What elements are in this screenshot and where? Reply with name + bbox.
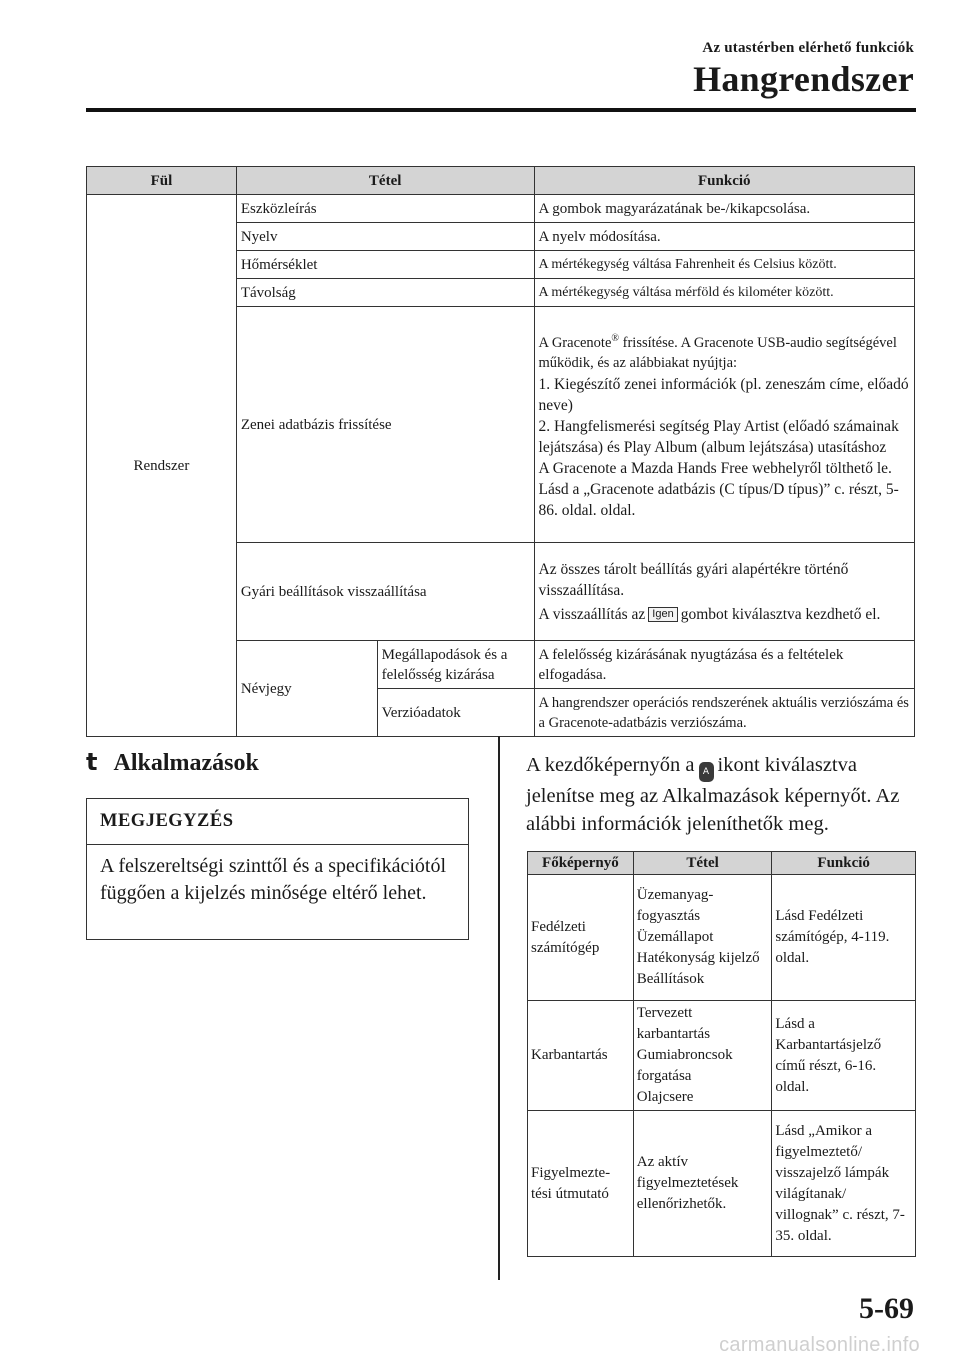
function-cell: A mértékegység váltása mérföld és kilométer között. (534, 279, 914, 307)
page-number: 5-69 (859, 1292, 914, 1325)
column-header-function: Funkció (772, 852, 916, 875)
function-cell: Lásd Fedélzeti számítógép, 4-119. oldal. (772, 875, 916, 1001)
subitem-cell: Megállapodások és a felelősség kizárása (377, 641, 534, 689)
note-body: A felszereltségi szinttől és a specifikációtól függően a kijelzés minősége eltérő lehet. (100, 855, 446, 904)
item-cell: Hőmérséklet (236, 251, 534, 279)
item-cell: Távolság (236, 279, 534, 307)
registered-mark: ® (611, 332, 620, 344)
item-cell (633, 875, 772, 1001)
item-entry: Tervezett karbantartás (636, 1005, 711, 1042)
table-header-row (528, 852, 916, 875)
intro-paragraph (526, 751, 918, 838)
table-row (87, 195, 915, 223)
function-cell (534, 543, 914, 641)
main-screen-cell: Figyelmezte-tési útmutató (528, 1111, 634, 1257)
header-divider (86, 108, 916, 112)
tab-cell-system: Rendszer (87, 195, 237, 737)
igen-button-label: Igen (648, 607, 677, 622)
function-cell: A felelősség kizárásának nyugtázása és a feltételek elfogadása. (534, 641, 914, 689)
column-header-function: Funkció (534, 167, 914, 195)
item-cell: Gyári beállítások visszaállítása (236, 543, 534, 641)
function-cell: Lásd a Karbantartásjelző című részt, 6-16. oldal. (772, 1001, 916, 1111)
info-line-1: 1. Kiegészítő zenei információk (pl. zeneszám címe, előadó neve) (538, 376, 909, 415)
header-section-label: Az utastérben elérhető funkciók (702, 40, 914, 56)
applications-icon: A (699, 762, 714, 782)
item-cell (633, 1001, 772, 1111)
item-entry: Gumiabroncsok forgatása (636, 1047, 733, 1084)
column-header-item: Tétel (633, 852, 772, 875)
table-row (528, 1001, 916, 1111)
intro-text-2: ikont kiválasztva jelenítse meg az Alkalmazások képernyőt. Az alábbi információk jeleníthetők meg. (526, 754, 900, 835)
item-entry: Üzemanyag-fogyasztás (636, 887, 714, 924)
note-box (86, 798, 469, 940)
item-cell: Eszközleírás (236, 195, 534, 223)
reference-line: Lásd a „Gracenote adatbázis (C típus/D típus)” c. részt, 5-86. oldal. oldal. (538, 481, 899, 520)
column-header-item: Tétel (236, 167, 534, 195)
table-row (528, 1111, 916, 1257)
function-cell: A nyelv módosítása. (534, 223, 914, 251)
gracenote-text: A Gracenote (538, 334, 612, 351)
item-entry: Olajcsere (636, 1089, 694, 1105)
item-entry: Üzemállapot (636, 929, 714, 945)
main-screen-cell: Fedélzeti számítógép (528, 875, 634, 1001)
item-entry: Az aktív figyelmeztetések ellenőrizhetők. (636, 1154, 739, 1212)
reset-instruction: A visszaállítás az (538, 605, 646, 623)
info-line-3: A Gracenote a Mazda Hands Free webhelyről tölthető le. (538, 460, 892, 478)
section-title: Alkalmazások (113, 750, 259, 776)
item-cell: Nyelv (236, 223, 534, 251)
note-title: MEGJEGYZÉS (87, 799, 468, 845)
intro-text-1: A kezdőképernyőn a (526, 754, 695, 776)
item-entry: Beállítások (636, 971, 705, 987)
reset-instruction-cont: gombot kiválasztva kezdhető el. (680, 605, 881, 623)
column-divider (498, 736, 500, 1280)
column-header-tab: Fül (87, 167, 237, 195)
item-cell: Névjegy (236, 641, 377, 737)
settings-table (86, 166, 915, 737)
applications-table (527, 851, 916, 1257)
item-cell: Zenei adatbázis frissítése (236, 307, 534, 543)
section-marker: t (86, 748, 98, 776)
main-screen-cell: Karbantartás (528, 1001, 634, 1111)
item-entry: Hatékonyság kijelző (636, 950, 760, 966)
function-cell: A gombok magyarázatának be-/kikapcsolása. (534, 195, 914, 223)
page-title: Hangrendszer (693, 59, 914, 99)
watermark: carmanualsonline.info (719, 1334, 920, 1356)
function-cell: A hangrendszer operációs rendszerének aktuális verziószáma és a Gracenote-adatbázis verziószáma. (534, 689, 914, 737)
section-heading (86, 748, 259, 777)
column-header-main-screen: Főképernyő (528, 852, 634, 875)
gracenote-text-cont: frissítése. A Gracenote USB-audio segítségével működik, és az alábbiakat nyújtja: (538, 334, 897, 372)
function-cell: A mértékegység váltása Fahrenheit és Celsius között. (534, 251, 914, 279)
function-cell: Lásd „Amikor a figyelmeztető/ visszajelző lámpák világítanak/ villognak” c. részt, 7-35. oldal. (772, 1111, 916, 1257)
item-cell (633, 1111, 772, 1257)
function-cell (534, 307, 914, 543)
table-row (528, 875, 916, 1001)
subitem-cell: Verzióadatok (377, 689, 534, 737)
reset-description: Az összes tárolt beállítás gyári alapértékre történő visszaállítása. (538, 560, 849, 599)
table-header-row (87, 167, 915, 195)
info-line-2: 2. Hangfelismerési segítség Play Artist (előadó számainak lejátszása) és Play Album (album lejátszása) utasításhoz (538, 418, 899, 457)
